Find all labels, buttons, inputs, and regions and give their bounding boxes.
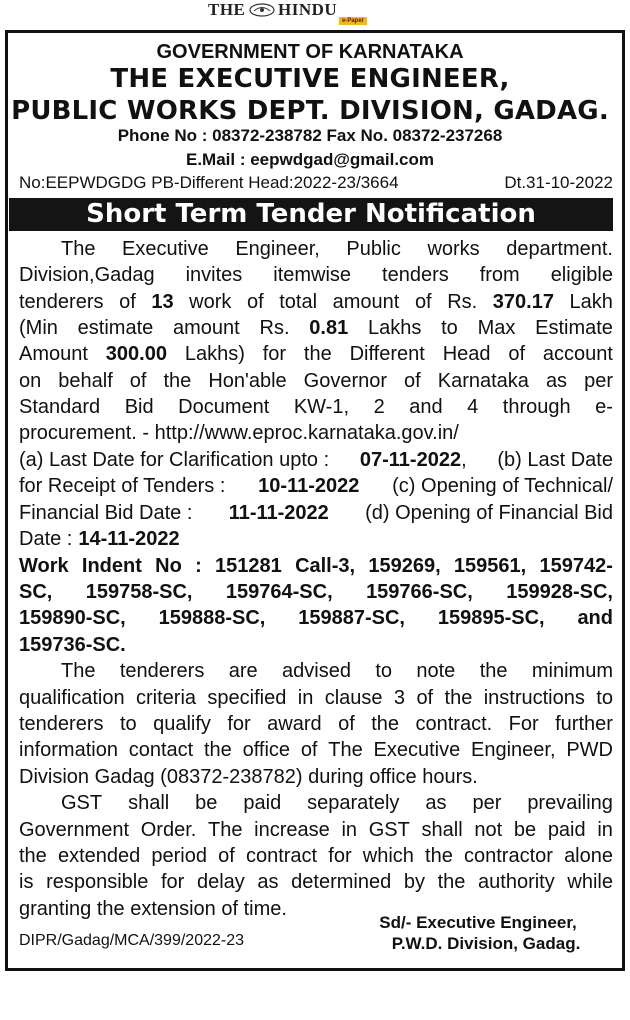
reference-line — [19, 173, 613, 193]
word: paid — [243, 792, 282, 814]
word: of — [246, 291, 264, 313]
intro-line-1 — [19, 236, 613, 262]
word: minimum — [531, 660, 613, 682]
intro-line-5 — [19, 341, 613, 367]
word: Governor — [303, 370, 388, 392]
technical-opening-date: 11-11-2022 — [228, 502, 329, 524]
word: of — [416, 687, 434, 709]
word: Head — [442, 343, 491, 365]
word: 159758-SC, — [85, 581, 193, 603]
word: for — [262, 343, 287, 365]
word: Estimate — [535, 317, 613, 339]
word: to — [119, 713, 137, 735]
word: alone — [564, 845, 613, 867]
reference-number: No:EEPWDGDG PB-Different Head:2022-23/3664 — [19, 173, 399, 192]
word: delay — [196, 871, 245, 893]
dates-line-4 — [19, 526, 613, 552]
min-amount: 0.81 — [309, 317, 349, 339]
contact-office: Division Gadag (08372-238782) during office hours. — [19, 766, 478, 788]
word: Max — [477, 317, 516, 339]
word: per — [584, 370, 613, 392]
word: responsible — [46, 871, 149, 893]
max-amount: 300.00 — [105, 343, 167, 365]
word: account — [542, 343, 613, 365]
masthead-hindu: HINDU — [278, 0, 338, 19]
technical-opening-label: (c) Opening of Technical/ — [392, 475, 613, 497]
intro-line-7 — [19, 394, 613, 420]
word: paid — [547, 819, 586, 841]
epaper-badge: e-Paper — [339, 17, 367, 25]
word: of — [414, 291, 432, 313]
word: 159928-SC, — [506, 581, 613, 603]
receipt-label-end: for Receipt of Tenders : — [19, 475, 226, 497]
word: authority — [478, 871, 555, 893]
word: from — [479, 264, 520, 286]
word: specified — [207, 687, 287, 709]
word: of — [300, 739, 318, 761]
word: as — [425, 792, 447, 814]
word: for — [328, 845, 352, 867]
word: Lakhs) — [184, 343, 245, 365]
word: instructions — [483, 687, 585, 709]
emblem-icon — [248, 3, 276, 17]
word: the — [444, 687, 473, 709]
word: of — [218, 845, 235, 867]
word: to — [441, 317, 458, 339]
word: The — [61, 660, 96, 682]
date-word: Date : — [19, 528, 73, 550]
word: eligible — [550, 264, 613, 286]
advice-line-3 — [19, 711, 613, 737]
word: criteria — [136, 687, 197, 709]
word: by — [403, 871, 425, 893]
word: Different — [349, 343, 425, 365]
amount-word: Amount — [19, 343, 88, 365]
word: contract — [245, 845, 318, 867]
word: SC, — [19, 581, 53, 603]
word: of — [119, 291, 136, 313]
word: Executive — [122, 238, 209, 260]
intro-line-2 — [19, 262, 613, 288]
financial-opening-date: 14-11-2022 — [78, 528, 180, 550]
word: PWD — [566, 739, 613, 761]
word: GST — [368, 819, 410, 841]
word: advised — [282, 660, 351, 682]
word: the — [163, 370, 192, 392]
word: GST — [61, 792, 103, 814]
word: Rs. — [259, 317, 290, 339]
word: qualification — [19, 687, 125, 709]
lakh-word: Lakh — [569, 291, 613, 313]
word: Executive — [373, 739, 461, 761]
indent-line-4 — [19, 632, 613, 658]
work-count: 13 — [151, 291, 174, 313]
word: while — [567, 871, 613, 893]
word: in — [297, 687, 314, 709]
word: the — [479, 660, 508, 682]
word: determined — [291, 871, 392, 893]
word: be — [513, 819, 537, 841]
office-heading: THE EXECUTIVE ENGINEER, — [110, 64, 510, 94]
word: to — [375, 660, 392, 682]
financial-opening-label: (d) Opening of Financial Bid — [365, 502, 613, 524]
word: qualify — [153, 713, 211, 735]
word: shall — [128, 792, 170, 814]
word: Indent — [81, 555, 142, 577]
word: amount — [173, 317, 240, 339]
word: e- — [595, 396, 613, 418]
word: the — [425, 845, 453, 867]
intro-line-4 — [19, 315, 613, 341]
word: and — [577, 607, 613, 629]
word: separately — [307, 792, 400, 814]
word: KW-1, — [293, 396, 350, 418]
word: Hon'able — [208, 370, 287, 392]
advice-line-2 — [19, 685, 613, 711]
word: amount — [332, 291, 400, 313]
indent-line-3 — [19, 605, 613, 631]
word: department. — [506, 238, 613, 260]
word: No — [155, 555, 182, 577]
word: the — [203, 739, 232, 761]
word: through — [502, 396, 571, 418]
word: further — [555, 713, 613, 735]
word: 159269, — [368, 555, 441, 577]
word: Karnataka — [437, 370, 529, 392]
word: invites — [185, 264, 243, 286]
word: on — [19, 370, 42, 392]
word: and — [409, 396, 443, 418]
masthead-the: THE — [208, 0, 246, 19]
word: estimate — [77, 317, 154, 339]
dates-line-3 — [19, 500, 613, 526]
word: tenderers — [19, 291, 104, 313]
word: Rs. — [447, 291, 478, 313]
word: Standard — [19, 396, 101, 418]
word: 159890-SC, — [19, 607, 126, 629]
word: the — [19, 845, 47, 867]
email-line: E.Mail : eepwdgad@gmail.com — [185, 150, 434, 169]
word: 159742- — [539, 555, 613, 577]
word: of — [129, 370, 147, 392]
word: which — [362, 845, 414, 867]
word: shall — [421, 819, 463, 841]
signature-line-2: P.W.D. Division, Gadag. — [391, 934, 581, 953]
gst-line-3 — [19, 843, 613, 869]
word: of — [338, 713, 355, 735]
word: of — [404, 370, 421, 392]
word: behalf — [58, 370, 113, 392]
phone-fax: Phone No : 08372-238782 Fax No. 08372-237268 — [117, 126, 503, 145]
signature-line-1: Sd/- Executive Engineer, — [379, 913, 577, 932]
word: itemwise — [273, 264, 352, 286]
word: the — [371, 713, 400, 735]
word: work — [189, 291, 232, 313]
word: Division,Gadag — [19, 264, 155, 286]
advice-line-4 — [19, 737, 613, 763]
word: per — [472, 792, 502, 814]
newspaper-logo — [208, 0, 368, 22]
word: clause — [324, 687, 383, 709]
intro-line-6 — [19, 368, 613, 394]
gst-line-4 — [19, 869, 613, 895]
word: 159887-SC, — [298, 607, 405, 629]
word: 159888-SC, — [158, 607, 266, 629]
receipt-date: 10-11-2022 — [258, 475, 360, 497]
word: 3 — [393, 687, 406, 709]
word: 159561, — [453, 555, 527, 577]
division-heading: PUBLIC WORKS DEPT. DIVISION, GADAG. — [11, 96, 609, 126]
word: For — [508, 713, 539, 735]
intro-line-8 — [19, 420, 613, 446]
word: Bid — [124, 396, 154, 418]
receipt-label-start: (b) Last Date — [497, 449, 613, 471]
word: 151281 — [215, 555, 282, 577]
last-indent: 159736-SC. — [19, 634, 126, 656]
word: Call-3, — [295, 555, 356, 577]
word: the — [437, 871, 466, 893]
word: 2 — [373, 396, 385, 418]
word: The — [328, 739, 363, 761]
word: award — [267, 713, 322, 735]
word: Lakhs — [367, 317, 422, 339]
word: Government — [19, 819, 130, 841]
word: total — [279, 291, 318, 313]
word: contractor — [463, 845, 553, 867]
word: contract. — [415, 713, 493, 735]
word: Document — [178, 396, 270, 418]
word: information — [19, 739, 118, 761]
word: Work — [19, 555, 69, 577]
word: are — [228, 660, 258, 682]
word: as — [545, 370, 568, 392]
word: is — [19, 871, 34, 893]
word: contact — [128, 739, 194, 761]
word: 159895-SC, — [437, 607, 545, 629]
word: tenderers — [119, 660, 205, 682]
word: for — [161, 871, 185, 893]
advice-line-1 — [19, 658, 613, 684]
word: for — [227, 713, 251, 735]
word: : — [195, 555, 202, 577]
word: Public — [346, 238, 401, 260]
indent-line-2 — [19, 579, 613, 605]
word: tenderers — [19, 713, 104, 735]
word: in — [597, 819, 613, 841]
word: works — [427, 238, 480, 260]
word: extended — [57, 845, 141, 867]
word: 159764-SC, — [225, 581, 333, 603]
gst-line-1 — [19, 790, 613, 816]
word: (Min — [19, 317, 58, 339]
word: prevailing — [527, 792, 613, 814]
financial-bid-label: Financial Bid Date : — [19, 502, 193, 524]
word: not — [474, 819, 503, 841]
notice-title: Short Term Tender Notification — [9, 198, 613, 231]
word: The — [208, 819, 243, 841]
word: The — [61, 238, 96, 260]
extension-text: granting the extension of time. — [19, 898, 287, 920]
clarification-label: (a) Last Date for Clarification upto : — [19, 449, 330, 471]
word: to — [596, 687, 613, 709]
word: Order. — [140, 819, 197, 841]
advice-line-5 — [19, 764, 613, 790]
clarification-date: 07-11-2022 — [359, 449, 462, 471]
total-amount: 370.17 — [492, 291, 554, 313]
word: office — [242, 739, 291, 761]
newspaper-masthead — [0, 0, 630, 28]
word: of — [508, 343, 526, 365]
reference-date: Dt.31-10-2022 — [504, 173, 613, 192]
word: tenders — [382, 264, 449, 286]
word: as — [257, 871, 279, 893]
word: in — [341, 819, 358, 841]
eproc-link-text: procurement. - http://www.eproc.karnataka.gov.in/ — [19, 422, 459, 444]
word: be — [195, 792, 218, 814]
word: 4 — [467, 396, 479, 418]
gst-line-2 — [19, 817, 613, 843]
word: Engineer, — [471, 739, 556, 761]
word: increase — [254, 819, 330, 841]
dates-line-1: (a) Last Date for Clarification upto : 07-11-2022, (b) Last Date — [19, 449, 613, 471]
intro-line-3 — [19, 289, 613, 315]
indent-line-1 — [19, 553, 613, 579]
word: period — [151, 845, 207, 867]
word: 159766-SC, — [366, 581, 473, 603]
dates-line-2 — [19, 473, 613, 499]
word: the — [303, 343, 332, 365]
government-heading: GOVERNMENT OF KARNATAKA — [156, 41, 464, 63]
word: note — [416, 660, 456, 682]
word: Engineer, — [235, 238, 320, 260]
dipr-reference: DIPR/Gadag/MCA/399/2022-23 — [19, 932, 245, 949]
